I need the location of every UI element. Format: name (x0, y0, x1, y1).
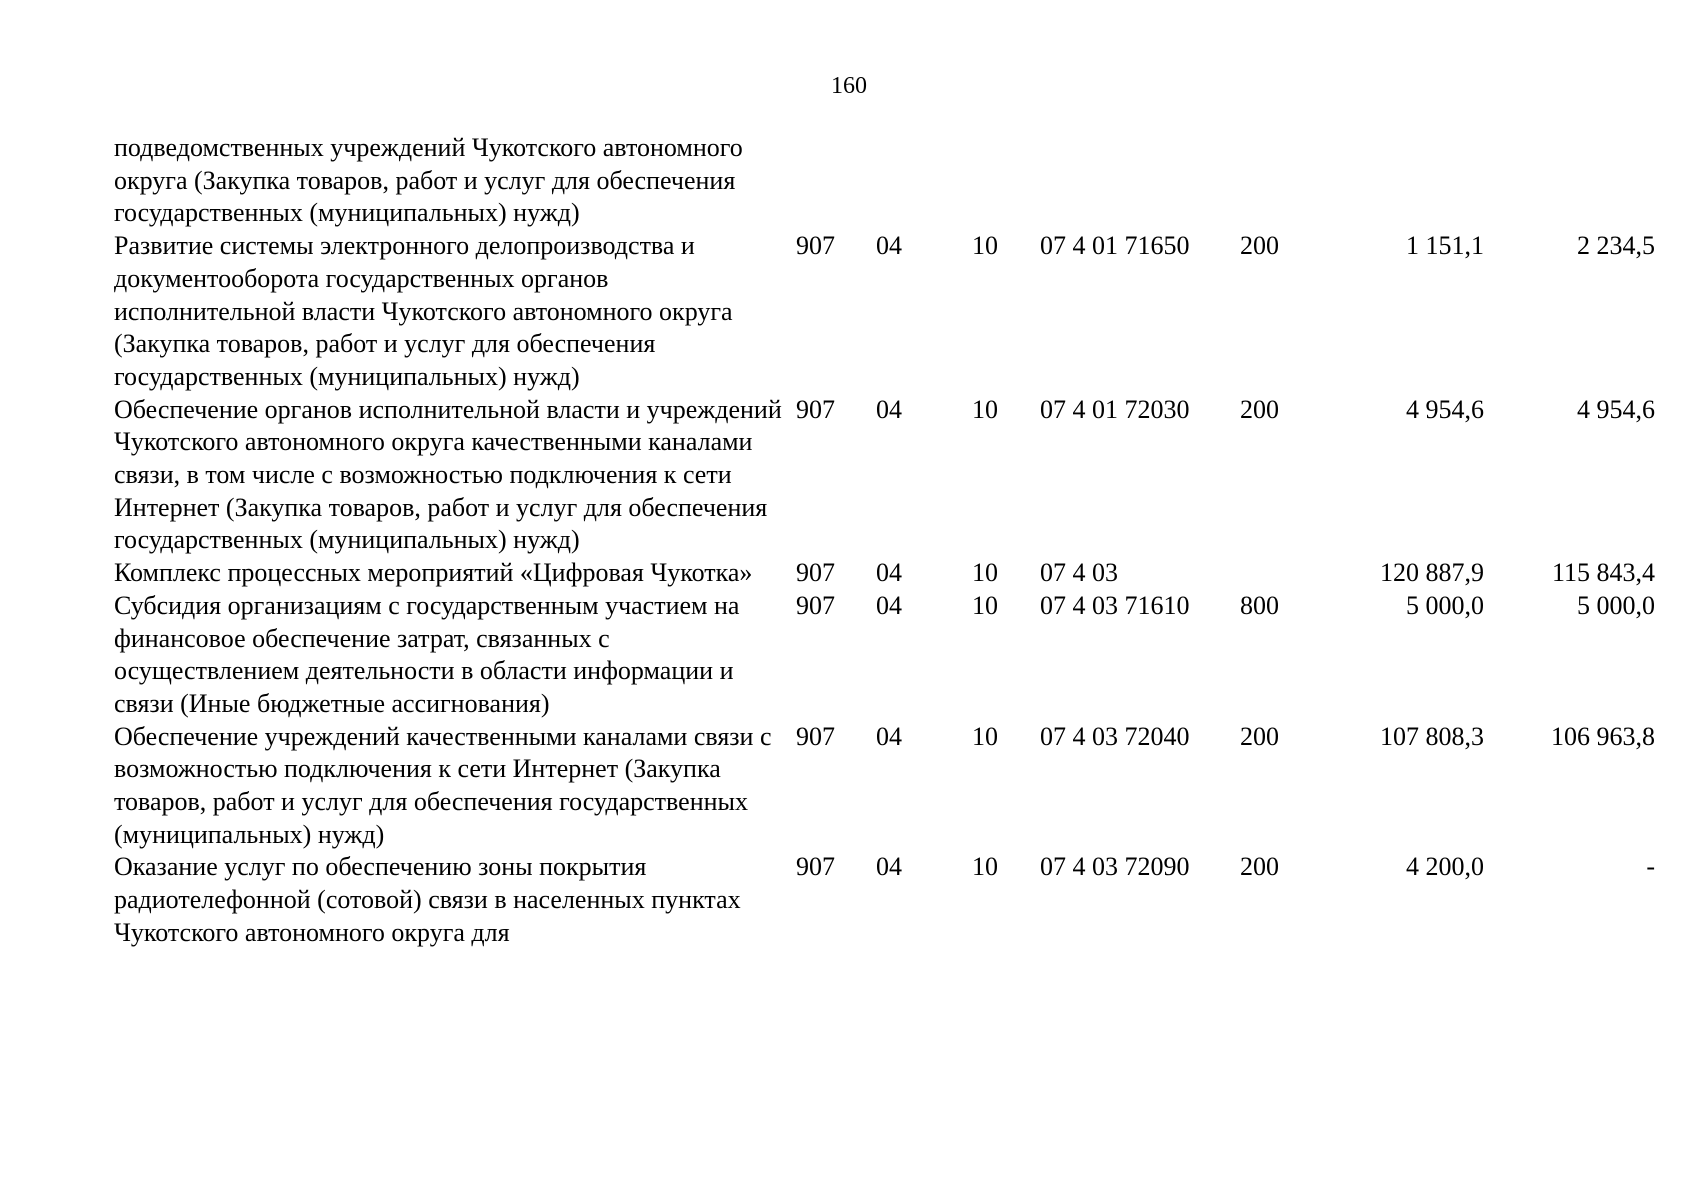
section-code: 04 (876, 394, 902, 424)
subsection-code: 10 (972, 558, 998, 588)
table-row (114, 132, 1655, 230)
section-code: 04 (876, 231, 902, 261)
item-name: Субсидия организациям с государственным участием на финансовое обеспечение затрат, связанных с осуществлением деятельности в области информации и связи (Иные бюджетные ассигнования) (114, 590, 740, 718)
target-article-code (1040, 132, 1240, 230)
amount-year-2: 4 954,6 (1577, 394, 1655, 424)
grbs-code: 907 (796, 394, 835, 424)
amount-year-2: 2 234,5 (1577, 231, 1655, 261)
expense-type-code (1240, 557, 1314, 590)
table-row (114, 851, 1655, 949)
amount-year-1: 120 887,9 (1380, 558, 1484, 588)
expense-type-code: 200 (1240, 721, 1279, 751)
subsection-code: 10 (972, 231, 998, 261)
item-name: подведомственных учреждений Чукотского автономного округа (Закупка товаров, работ и услуг для обеспечения государственных (муниципальных) нужд) (114, 133, 743, 228)
amount-year-2: 115 843,4 (1551, 558, 1655, 588)
amount-year-2: 106 963,8 (1551, 721, 1655, 751)
subsection-code: 10 (972, 721, 998, 751)
grbs-code: 907 (796, 721, 835, 751)
expense-type-code (1240, 132, 1314, 230)
subsection-code (972, 132, 1040, 230)
section-code: 04 (876, 852, 902, 882)
table-row (114, 230, 1655, 394)
amount-year-2 (1484, 132, 1655, 230)
target-article-code: 07 4 01 72030 (1040, 394, 1190, 424)
grbs-code: 907 (796, 852, 835, 882)
item-name: Обеспечение учреждений качественными каналами связи с возможностью подключения к сети Интернет (Закупка товаров, работ и услуг для обеспечения государственных (муниципальных) нужд) (114, 721, 772, 849)
section-code: 04 (876, 721, 902, 751)
page-number: 160 (831, 73, 867, 99)
section-code: 04 (876, 590, 902, 620)
target-article-code: 07 4 03 72040 (1040, 721, 1190, 751)
item-name: Комплекс процессных мероприятий «Цифровая Чукотка» (114, 558, 753, 588)
item-name: Обеспечение органов исполнительной власти и учреждений Чукотского автономного округа качественными каналами связи, в том числе с возможностью подключения к сети Интернет (Закупка товаров, работ и услуг для обеспечения государственных (муниципальных) нужд) (114, 394, 782, 555)
item-name: Оказание услуг по обеспечению зоны покрытия радиотелефонной (сотовой) связи в населенных пунктах Чукотского автономного округа для (114, 852, 741, 947)
table-row (114, 721, 1655, 852)
amount-year-1: 107 808,3 (1380, 721, 1484, 751)
subsection-code: 10 (972, 394, 998, 424)
expense-type-code: 800 (1240, 590, 1279, 620)
section-code (876, 132, 972, 230)
table-row (114, 394, 1655, 558)
subsection-code: 10 (972, 590, 998, 620)
amount-year-2: 5 000,0 (1577, 590, 1655, 620)
target-article-code: 07 4 03 71610 (1040, 590, 1190, 620)
target-article-code: 07 4 01 71650 (1040, 231, 1190, 261)
grbs-code: 907 (796, 590, 835, 620)
table-row (114, 590, 1655, 721)
amount-year-1: 5 000,0 (1406, 590, 1484, 620)
amount-year-1: 1 151,1 (1406, 231, 1484, 261)
section-code: 04 (876, 558, 902, 588)
target-article-code: 07 4 03 72090 (1040, 852, 1190, 882)
grbs-code (796, 132, 876, 230)
amount-year-1: 4 954,6 (1406, 394, 1484, 424)
table-body (114, 132, 1655, 950)
item-name: Развитие системы электронного делопроизводства и документооборота государственных органов исполнительной власти Чукотского автономного округа (Закупка товаров, работ и услуг для обеспечения государственных (муниципальных) нужд) (114, 231, 733, 391)
expense-type-code: 200 (1240, 394, 1279, 424)
amount-year-1 (1314, 132, 1484, 230)
grbs-code: 907 (796, 231, 835, 261)
target-article-code: 07 4 03 (1040, 558, 1118, 588)
grbs-code: 907 (796, 558, 835, 588)
subsection-code: 10 (972, 852, 998, 882)
amount-year-1: 4 200,0 (1406, 852, 1484, 882)
expense-type-code: 200 (1240, 852, 1279, 882)
budget-table (114, 132, 1655, 950)
table-row (114, 557, 1655, 590)
amount-year-2: - (1646, 852, 1655, 882)
expense-type-code: 200 (1240, 231, 1279, 261)
